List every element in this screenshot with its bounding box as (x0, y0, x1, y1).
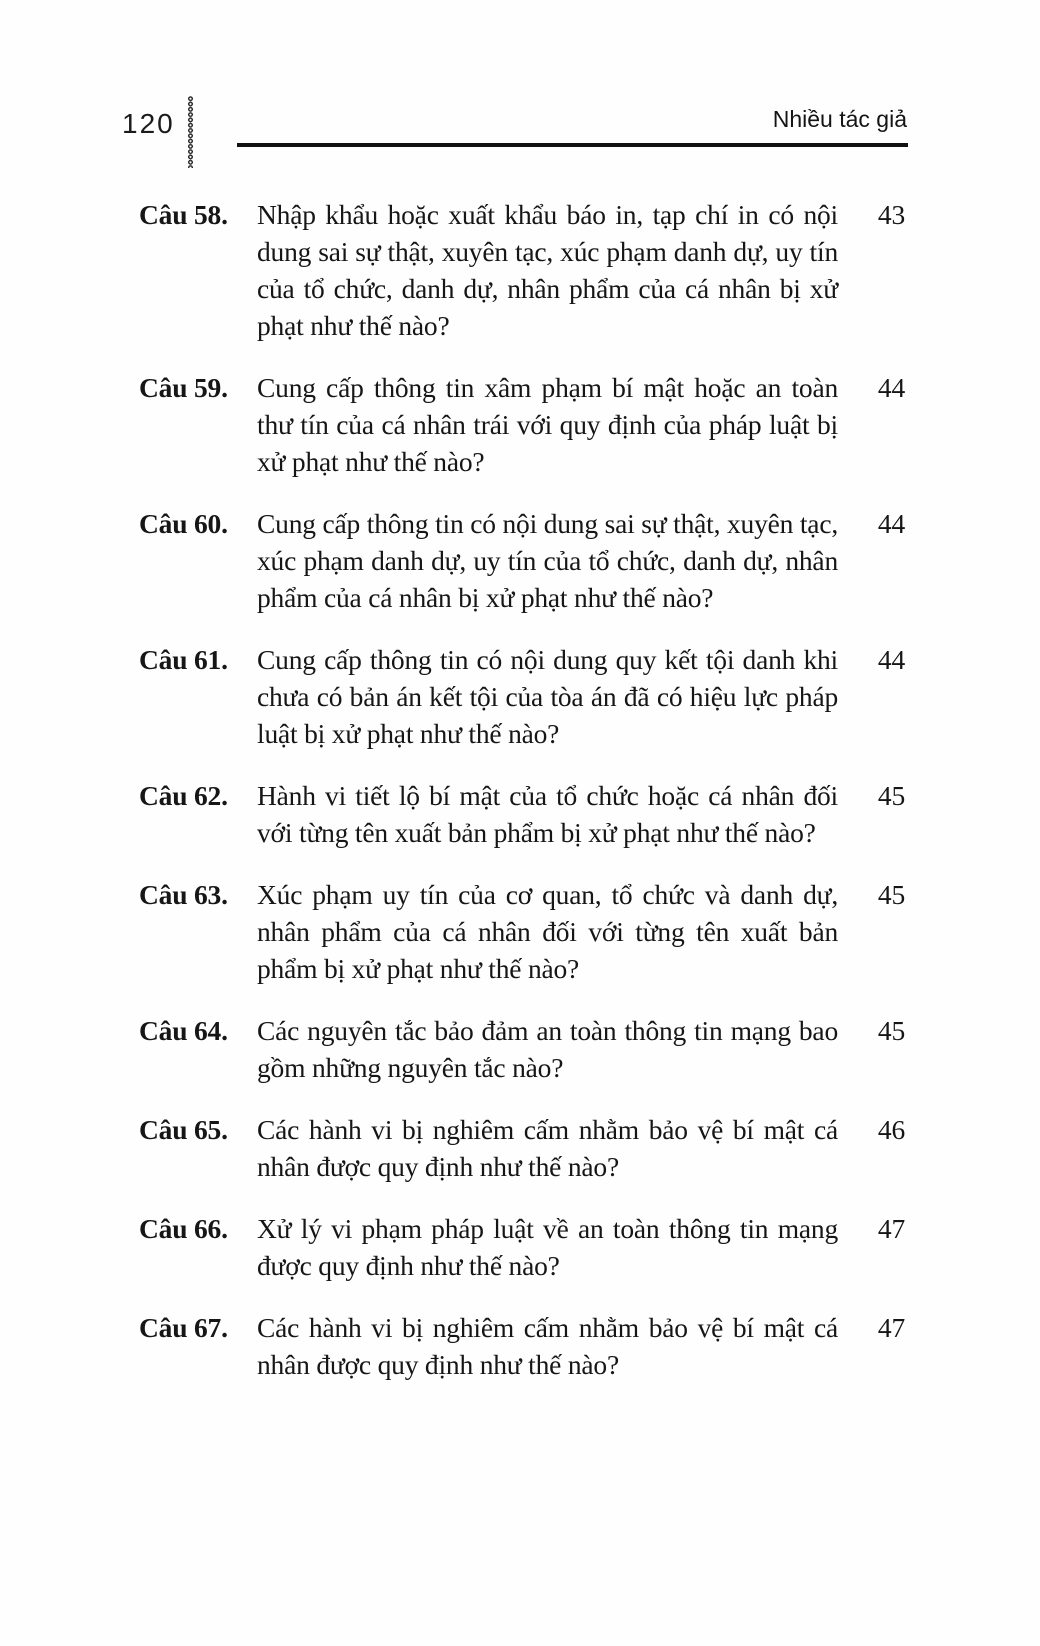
entry-text: Cung cấp thông tin có nội dung quy kết tội danh khi chưa có bản án kết tội của tòa án đã có hiệu lực pháp luật bị xử phạt như thế nào? (257, 644, 838, 749)
toc-entry (139, 1012, 905, 1086)
running-title: Nhiều tác giả (772, 106, 907, 132)
entry-page-number: 44 (877, 644, 905, 675)
entry-label: Câu 64. (139, 1015, 228, 1046)
toc-entry (139, 196, 905, 344)
toc-entry (139, 1111, 905, 1185)
entry-label: Câu 61. (139, 644, 228, 675)
toc-entry (139, 777, 905, 851)
entry-text: Cung cấp thông tin xâm phạm bí mật hoặc an toàn thư tín của cá nhân trái với quy định của pháp luật bị xử phạt như thế nào? (257, 372, 838, 477)
toc-entry (139, 641, 905, 752)
entry-label: Câu 67. (139, 1312, 228, 1343)
entry-page-number: 47 (877, 1312, 905, 1343)
header-rule (237, 143, 908, 147)
toc-entry (139, 876, 905, 987)
entry-text: Cung cấp thông tin có nội dung sai sự thật, xuyên tạc, xúc phạm danh dự, uy tín của tổ chức, danh dự, nhân phẩm của cá nhân bị xử phạt như thế nào? (257, 508, 838, 613)
toc-entry (139, 505, 905, 616)
entry-text: Các hành vi bị nghiêm cấm nhằm bảo vệ bí mật cá nhân được quy định như thế nào? (257, 1114, 838, 1182)
entry-text: Hành vi tiết lộ bí mật của tổ chức hoặc cá nhân đối với từng tên xuất bản phẩm bị xử phạt như thế nào? (257, 780, 838, 848)
toc-list (139, 196, 905, 1408)
entry-page-number: 45 (877, 879, 905, 910)
entry-text: Nhập khẩu hoặc xuất khẩu báo in, tạp chí in có nội dung sai sự thật, xuyên tạc, xúc phạm danh dự, uy tín của tổ chức, danh dự, nhân phẩm của cá nhân bị xử phạt như thế nào? (257, 199, 838, 341)
entry-label: Câu 65. (139, 1114, 228, 1145)
toc-entry (139, 1309, 905, 1383)
entry-label: Câu 58. (139, 199, 228, 230)
entry-text: Xúc phạm uy tín của cơ quan, tổ chức và danh dự, nhân phẩm của cá nhân đối với từng tên xuất bản phẩm bị xử phạt như thế nào? (257, 879, 838, 984)
entry-text: Xử lý vi phạm pháp luật về an toàn thông tin mạng được quy định như thế nào? (257, 1213, 838, 1281)
entry-label: Câu 66. (139, 1213, 228, 1244)
entry-page-number: 44 (877, 508, 905, 539)
entry-label: Câu 63. (139, 879, 228, 910)
entry-page-number: 46 (877, 1114, 905, 1145)
entry-page-number: 45 (877, 780, 905, 811)
entry-page-number: 45 (877, 1015, 905, 1046)
entry-label: Câu 59. (139, 372, 228, 403)
entry-page-number: 43 (877, 199, 905, 230)
entry-label: Câu 62. (139, 780, 228, 811)
dot-chain-ornament-icon (186, 96, 195, 168)
entry-page-number: 47 (877, 1213, 905, 1244)
entry-text: Các hành vi bị nghiêm cấm nhằm bảo vệ bí mật cá nhân được quy định như thế nào? (257, 1312, 838, 1380)
entry-text: Các nguyên tắc bảo đảm an toàn thông tin mạng bao gồm những nguyên tắc nào? (257, 1015, 838, 1083)
toc-entry (139, 369, 905, 480)
entry-label: Câu 60. (139, 508, 228, 539)
entry-page-number: 44 (877, 372, 905, 403)
toc-entry (139, 1210, 905, 1284)
page-number: 120 (122, 108, 175, 139)
